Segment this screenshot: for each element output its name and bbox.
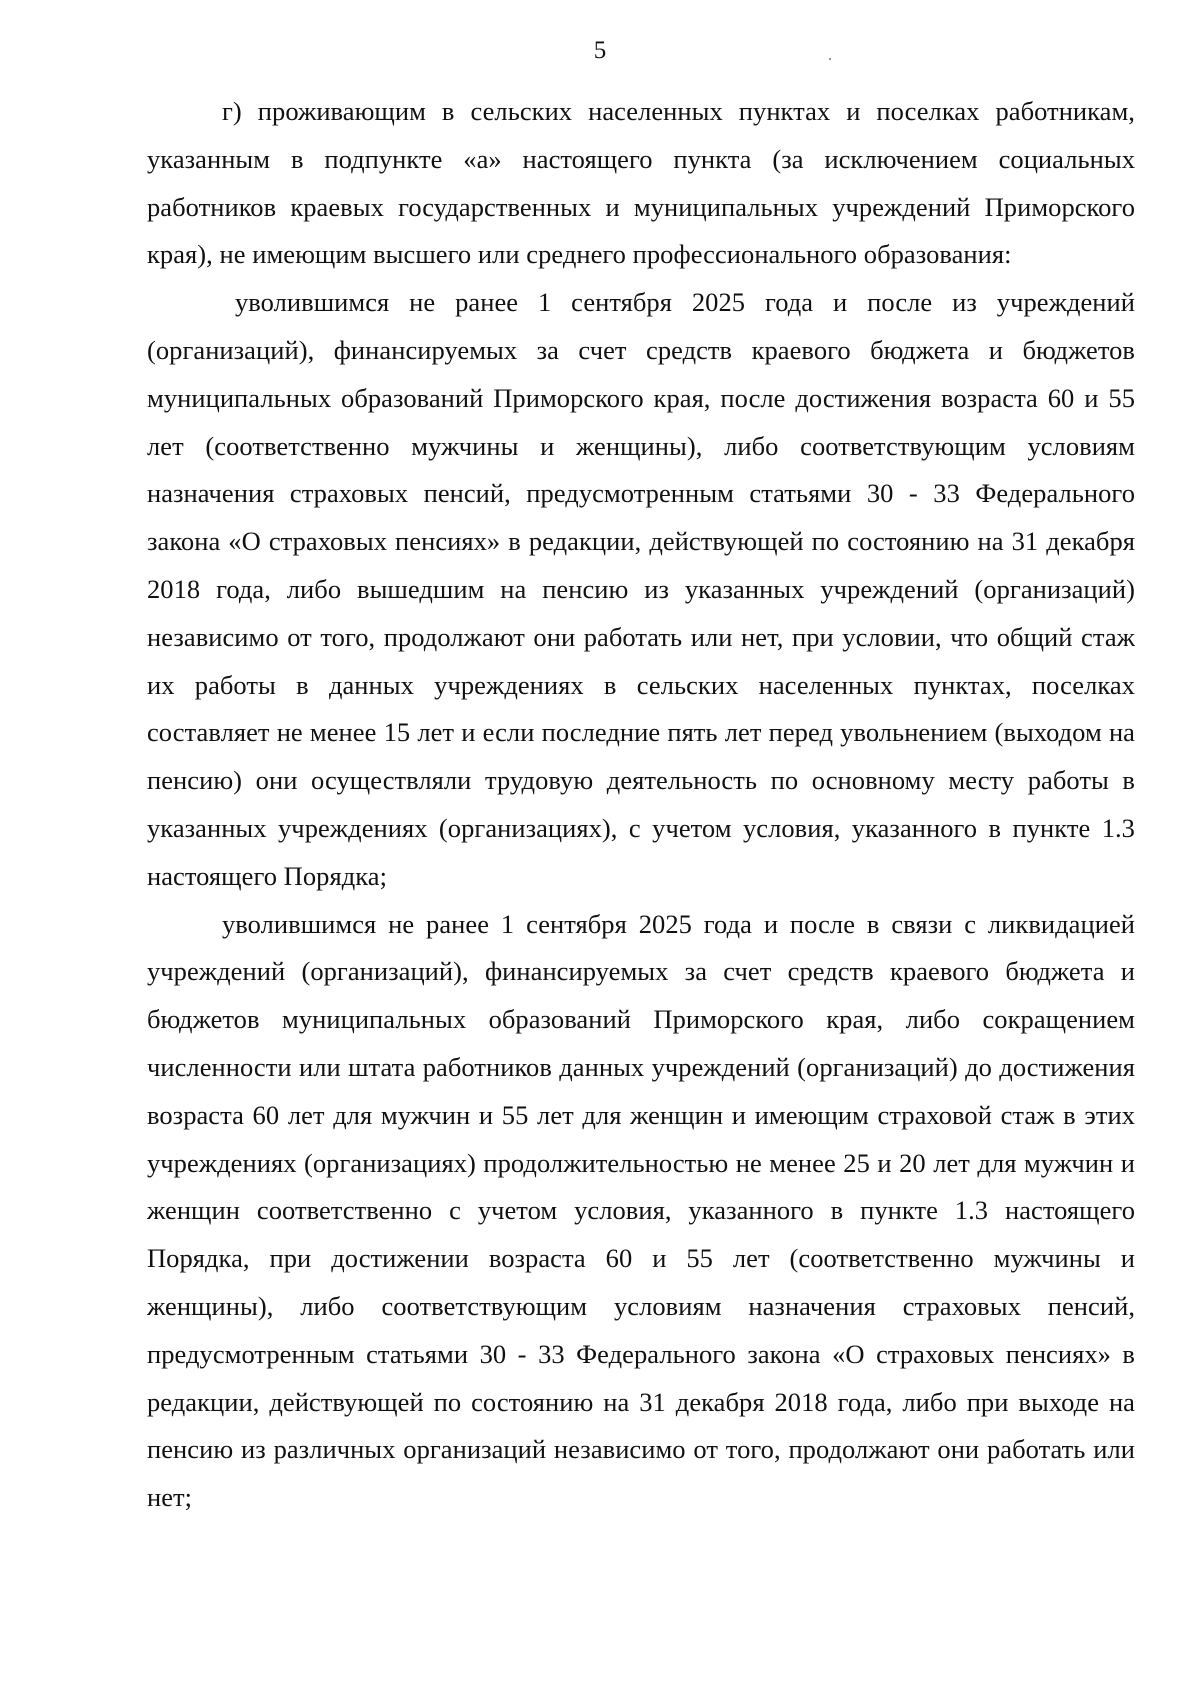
scan-speck xyxy=(829,58,831,60)
page-number: 5 xyxy=(593,37,607,64)
paragraph-retired-liquidation: уволившимся не ранее 1 сентября 2025 года и после в связи с ликвидацией учреждений (организаций), финансируемых за счет средств краевого бюджета и бюджетов муниципальных образований Приморского края, либо сокращением численности или штата работников данных учреждений (организаций) до достижения возраста 60 лет для мужчин и 55 лет для женщин и имеющим страховой стаж в этих учреждениях (организациях) продолжительностью не менее 25 и 20 лет для мужчин и женщин соответственно с учетом условия, указанного в пункте 1.3 настоящего Порядка, при достижении возраста 60 и 55 лет (соответственно мужчины и женщины), либо соответствующим условиям назначения страховых пенсий, предусмотренным статьями 30 - 33 Федерального закона «О страховых пенсиях» в редакции, действующей по состоянию на 31 декабря 2018 года, либо при выходе на пенсию из различных организаций независимо от того, продолжают они работать или нет; xyxy=(147,908,1135,1513)
paragraph-retired-after-age: уволившимся не ранее 1 сентября 2025 года и после из учреждений (организаций), финансируемых за счет средств краевого бюджета и бюджетов муниципальных образований Приморского края, после достижения возраста 60 и 55 лет (соответственно мужчины и женщины), либо соответствующим условиям назначения страховых пенсий, предусмотренным статьями 30 - 33 Федерального закона «О страховых пенсиях» в редакции, действующей по состоянию на 31 декабря 2018 года, либо вышедшим на пенсию из указанных учреждений (организаций) независимо от того, продолжают они работать или нет, при условии, что общий стаж их работы в данных учреждениях в сельских населенных пунктах, поселках составляет не менее 15 лет и если последние пять лет перед увольнением (выходом на пенсию) они осуществляли трудовую деятельность по основному месту работы в указанных учреждениях (организациях), с учетом условия, указанного в пункте 1.3 настоящего Порядка; xyxy=(147,287,1135,891)
document-body xyxy=(147,88,1135,1522)
paragraph-subitem-g: г) проживающим в сельских населенных пунктах и поселках работникам, указанным в подпункте «а» настоящего пункта (за исключением социальных работников краевых государственных и муниципальных учреждений Приморского края), не имеющим высшего или среднего профессионального образования: xyxy=(147,96,1135,270)
